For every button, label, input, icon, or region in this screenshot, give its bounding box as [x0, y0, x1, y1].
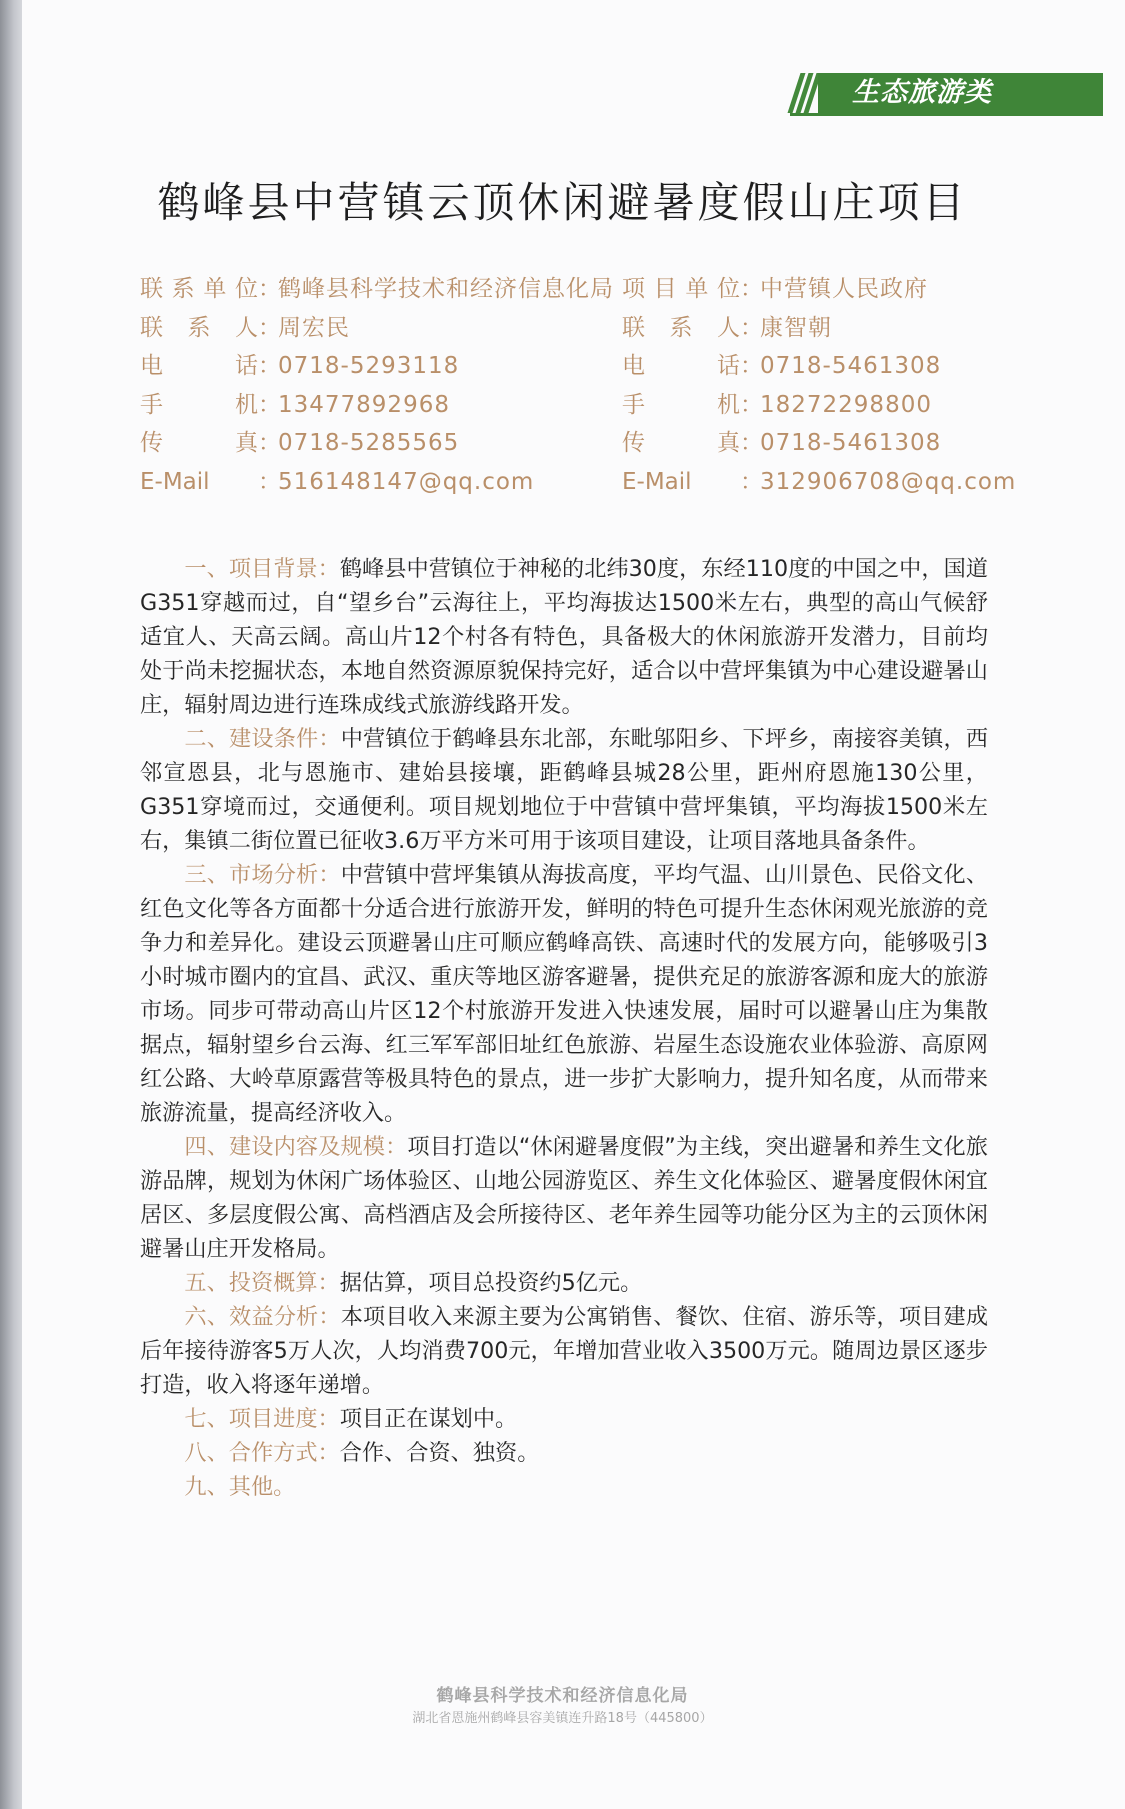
category-tag [790, 73, 1103, 113]
section-heading: 一、项目背景： [184, 556, 340, 582]
contact-label: E-Mail [140, 468, 210, 495]
document-title: 鹤峰县中营镇云顶休闲避暑度假山庄项目 [157, 178, 968, 227]
contact-row: 联系人：康智朝 [622, 309, 1016, 348]
section-text: 本项目收入来源主要为公寓销售、餐饮、住宿、游乐等，项目建成后年接待游客5万人次，人均消费700元，年增加营业收入3500万元。随周边景区逐步打造，收入将逐年递增。 [140, 1304, 989, 1398]
contact-label: 传真 [622, 430, 740, 456]
section-investment [140, 1266, 988, 1300]
contact-row: E-Mail ：312906708@qq.com [622, 463, 1016, 502]
section-text: 中营镇中营坪集镇从海拔高度，平均气温、山川景色、民俗文化、红色文化等各方面都十分适合进行旅游开发，鲜明的特色可提升生态休闲观光旅游的竞争力和差异化。建设云顶避暑山庄可顺应鹤峰高铁、高速时代的发展方向，能够吸引3小时城市圈内的宜昌、武汉、重庆等地区游客避暑，提供充足的旅游客源和庞大的旅游市场。同步可带动高山片区12个村旅游开发进入快速发展，届时可以避暑山庄为集散据点，辐射望乡台云海、红三军军部旧址红色旅游、岩屋生态设施农业体验游、高原网红公路、大岭草原露营等极具特色的景点，进一步扩大影响力，提升知名度，从而带来旅游流量，提高经济收入。 [140, 862, 989, 1126]
contact-label: 手机 [622, 391, 740, 418]
contact-value: 0718-5461308 [760, 353, 942, 379]
tag-underline [790, 113, 1103, 116]
contact-row: 项目单位：中营镇人民政府 [622, 270, 1016, 309]
document-body [140, 552, 988, 1504]
contact-column-left [140, 270, 614, 501]
section-heading: 八、合作方式： [184, 1440, 340, 1466]
contact-label: 联系人 [622, 314, 740, 341]
section-text: 中营镇位于鹤峰县东北部，东毗邬阳乡、下坪乡，南接容美镇，西邻宣恩县，北与恩施市、建始县接壤，距鹤峰县城28公里，距州府恩施130公里，G351穿境而过，交通便利。项目规划地位于中营镇中营坪集镇，平均海拔1500米左右，集镇二街位置已征收3.6万平方米可用于该项目建设，让项目落地具备条件。 [140, 726, 989, 854]
contact-row: 联系人：周宏民 [140, 309, 614, 348]
contact-label: 手机 [140, 391, 258, 418]
contact-row: 手机：13477892968 [140, 386, 614, 425]
contact-email-link[interactable]: 516148147@qq.com [278, 468, 535, 495]
contact-row: 联系单位：鹤峰县科学技术和经济信息化局 [140, 270, 614, 309]
section-text: 项目打造以“休闲避暑度假”为主线，突出避暑和养生文化旅游品牌，规划为休闲广场体验区、山地公园游览区、养生文化体验区、避暑度假休闲宜居区、多层度假公寓、高档酒店及会所接待区、老年养生园等功能分区为主的云顶休闲避暑山庄开发格局。 [140, 1134, 988, 1262]
contact-value: 0718-5461308 [760, 430, 942, 456]
section-market-analysis [140, 858, 988, 1130]
section-progress [140, 1402, 988, 1436]
contact-value: 0718-5285565 [278, 430, 460, 456]
contact-row: 电话：0718-5461308 [622, 347, 1016, 386]
footer-organization: 鹤峰县科学技术和经济信息化局 [436, 1686, 689, 1706]
section-cooperation [140, 1436, 988, 1470]
contact-value: 13477892968 [278, 391, 450, 418]
section-construction-conditions [140, 722, 988, 858]
contact-row: E-Mail ：516148147@qq.com [140, 463, 614, 502]
section-text: 合作、合资、独资。 [339, 1440, 540, 1466]
section-heading: 六、效益分析： [184, 1304, 341, 1330]
contact-label: 项目单位 [622, 276, 740, 302]
contact-label: 联系单位 [140, 276, 258, 302]
section-other [140, 1470, 988, 1504]
contact-label: 电话 [622, 353, 740, 379]
section-text: 鹤峰县中营镇位于神秘的北纬30度，东经110度的中国之中，国道G351穿越而过，自“望乡台”云海往上，平均海拔达1500米左右，典型的高山气候舒适宜人、天高云阔。高山片12个村各有特色，具备极大的休闲旅游开发潜力，目前均处于尚未挖掘状态，本地自然资源原貌保持完好，适合以中营坪集镇为中心建设避暑山庄，辐射周边进行连珠成线式旅游线路开发。 [140, 556, 988, 718]
contact-value: 中营镇人民政府 [760, 276, 928, 302]
contact-label: 联系人 [140, 314, 258, 341]
contact-label: E-Mail [622, 468, 692, 495]
section-heading: 四、建设内容及规模： [184, 1134, 408, 1160]
section-heading: 七、项目进度： [184, 1406, 340, 1432]
section-content-scale [140, 1130, 988, 1266]
section-text: 据估算，项目总投资约5亿元。 [339, 1270, 643, 1296]
contact-email-link[interactable]: 312906708@qq.com [760, 468, 1017, 495]
contact-label: 传真 [140, 430, 258, 456]
contact-row: 手机：18272298800 [622, 386, 1016, 425]
contact-value: 鹤峰县科学技术和经济信息化局 [278, 276, 614, 302]
contact-label: 电话 [140, 353, 258, 379]
section-heading: 九、其他。 [184, 1474, 296, 1500]
contact-value: 周宏民 [278, 314, 350, 341]
contact-row: 传真：0718-5285565 [140, 424, 614, 463]
section-project-background [140, 552, 988, 722]
category-tag-label: 生态旅游类 [818, 73, 1103, 113]
contact-value: 康智朝 [760, 314, 832, 341]
contact-value: 0718-5293118 [278, 353, 460, 379]
contact-value: 18272298800 [760, 391, 932, 418]
contact-row: 电话：0718-5293118 [140, 347, 614, 386]
section-heading: 二、建设条件： [184, 726, 341, 752]
contact-column-right [622, 270, 1016, 501]
contact-row: 传真：0718-5461308 [622, 424, 1016, 463]
section-benefit-analysis [140, 1300, 988, 1402]
footer-address: 湖北省恩施州鹤峰县容美镇连升路18号（445800） [412, 1711, 713, 1726]
section-heading: 五、投资概算： [184, 1270, 340, 1296]
section-heading: 三、市场分析： [184, 862, 341, 888]
section-text: 项目正在谋划中。 [339, 1406, 518, 1432]
